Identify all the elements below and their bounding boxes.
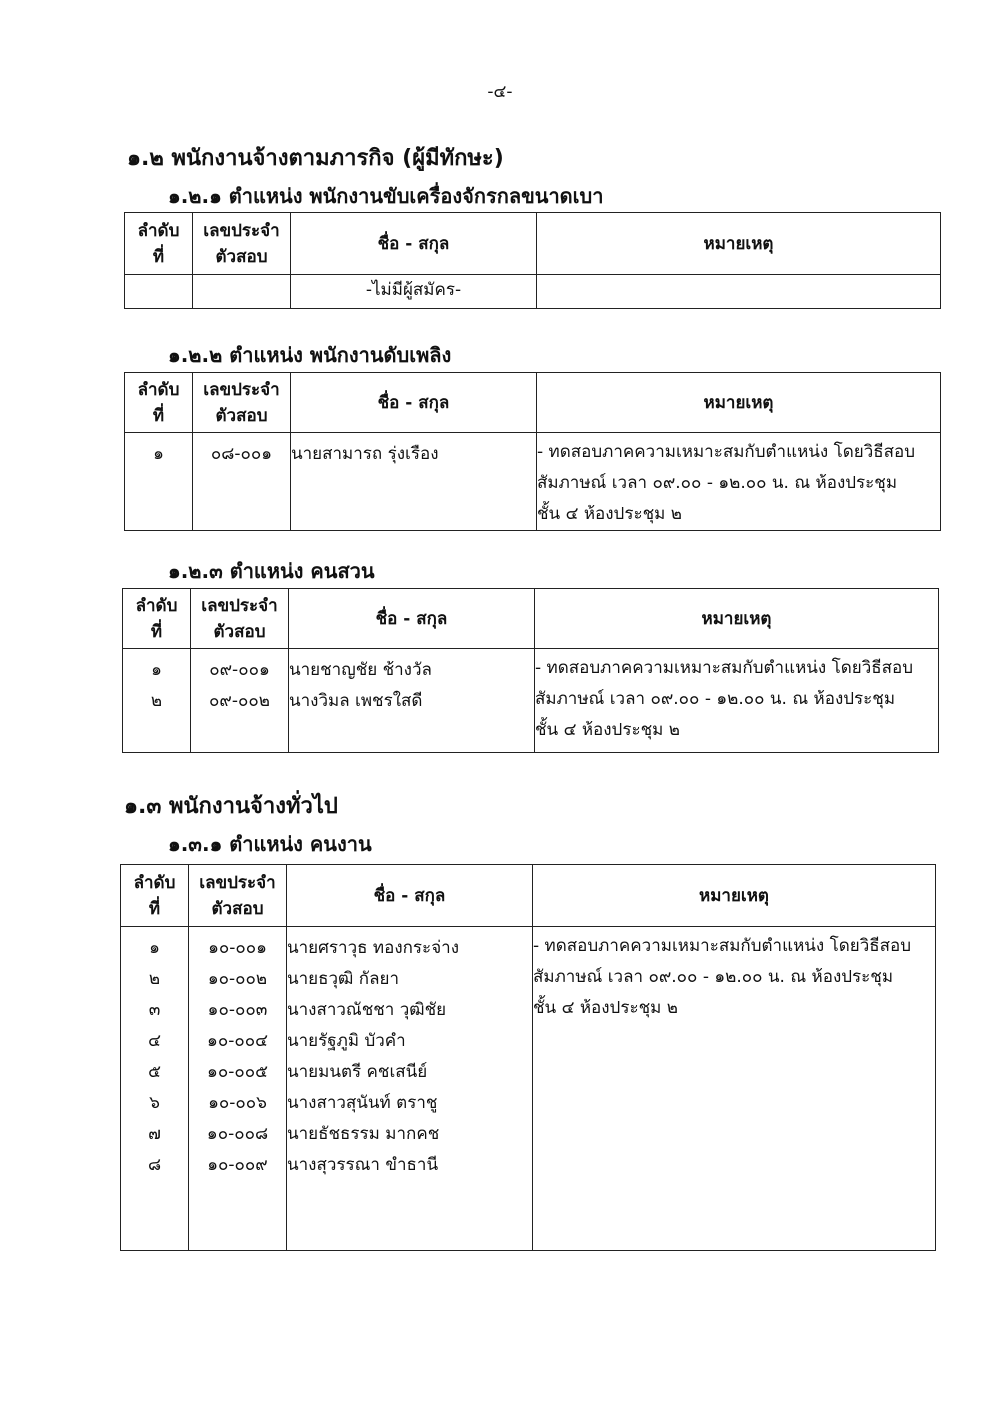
page-number: -๔-: [487, 82, 513, 102]
col-header-remark: หมายเหตุ: [537, 213, 941, 275]
col-header-remark: หมายเหตุ: [537, 373, 941, 433]
section-1-3-title: ๑.๓ พนักงานจ้างทั่วไป: [124, 794, 338, 819]
col-header-name: ชื่อ - สกุล: [291, 373, 537, 433]
col-header-order: ลำดับ ที่: [123, 589, 191, 649]
subsection-1-2-3-title: ๑.๒.๓ ตำแหน่ง คนสวน: [168, 559, 375, 583]
subsection-1-2-2-title: ๑.๒.๒ ตำแหน่ง พนักงานดับเพลิง: [168, 343, 452, 367]
col-header-order: ลำดับ ที่: [121, 865, 189, 927]
col-header-exam-id: เลขประจำ ตัวสอบ: [191, 589, 289, 649]
table-1-2-1: [124, 212, 941, 309]
col-header-remark: หมายเหตุ: [533, 865, 936, 927]
col-header-order: ลำดับ ที่: [125, 213, 193, 275]
col-header-remark: หมายเหตุ: [535, 589, 939, 649]
name-cell: นายสามารถ รุ่งเรือง: [291, 433, 537, 531]
table-1-2-3: [122, 588, 939, 753]
order-cell: ๑ ๒ ๓ ๔ ๕ ๖ ๗ ๘: [121, 927, 189, 1251]
exam-id-cell: ๐๙-๐๐๑ ๐๙-๐๐๒: [191, 649, 289, 753]
section-1-2-title: ๑.๒ พนักงานจ้างตามภารกิจ (ผู้มีทักษะ): [127, 146, 504, 171]
col-header-exam-id: เลขประจำ ตัวสอบ: [193, 213, 291, 275]
col-header-exam-id: เลขประจำ ตัวสอบ: [193, 373, 291, 433]
order-cell: ๑: [125, 433, 193, 531]
table-row: [125, 433, 941, 531]
subsection-1-3-1-title: ๑.๓.๑ ตำแหน่ง คนงาน: [168, 832, 372, 856]
table-1-2-2: [124, 372, 941, 531]
exam-id-cell: ๐๘-๐๐๑: [193, 433, 291, 531]
subsection-1-2-1-title: ๑.๒.๑ ตำแหน่ง พนักงานขับเครื่องจักรกลขนาดเบา: [168, 184, 604, 208]
remark-cell: - ทดสอบภาคความเหมาะสมกับตำแหน่ง โดยวิธีสอบ สัมภาษณ์ เวลา ๐๙.๐๐ - ๑๒.๐๐ น. ณ ห้องประชุม ชั้น ๔ ห้องประชุม ๒: [537, 433, 941, 531]
col-header-name: ชื่อ - สกุล: [287, 865, 533, 927]
name-cell: นายศราวุธ ทองกระจ่าง นายธวุฒิ กัลยา นางสาวณัชชา วุฒิชัย นายรัฐภูมิ บัวคำ นายมนตรี คชเสนีย์ นางสาวสุนันท์ ตราชู นายธัชธรรม มากคช นางสุวรรณา ขำธานี: [287, 927, 533, 1251]
table-1-3-1: [120, 864, 936, 1251]
no-applicant-text: -ไม่มีผู้สมัคร-: [291, 275, 537, 309]
remark-cell: - ทดสอบภาคความเหมาะสมกับตำแหน่ง โดยวิธีสอบ สัมภาษณ์ เวลา ๐๙.๐๐ - ๑๒.๐๐ น. ณ ห้องประชุม ชั้น ๔ ห้องประชุม ๒: [533, 927, 936, 1251]
table-row: [125, 275, 941, 309]
col-header-name: ชื่อ - สกุล: [289, 589, 535, 649]
exam-id-cell: ๑๐-๐๐๑ ๑๐-๐๐๒ ๑๐-๐๐๓ ๑๐-๐๐๔ ๑๐-๐๐๕ ๑๐-๐๐๖ ๑๐-๐๐๘ ๑๐-๐๐๙: [189, 927, 287, 1251]
remark-cell: - ทดสอบภาคความเหมาะสมกับตำแหน่ง โดยวิธีสอบ สัมภาษณ์ เวลา ๐๙.๐๐ - ๑๒.๐๐ น. ณ ห้องประชุม ชั้น ๔ ห้องประชุม ๒: [535, 649, 939, 753]
col-header-exam-id: เลขประจำ ตัวสอบ: [189, 865, 287, 927]
order-cell: ๑ ๒: [123, 649, 191, 753]
table-row: [121, 927, 936, 1251]
col-header-order: ลำดับ ที่: [125, 373, 193, 433]
table-row: [123, 649, 939, 753]
name-cell: นายชาญชัย ช้างวัล นางวิมล เพชรใสดี: [289, 649, 535, 753]
col-header-name: ชื่อ - สกุล: [291, 213, 537, 275]
